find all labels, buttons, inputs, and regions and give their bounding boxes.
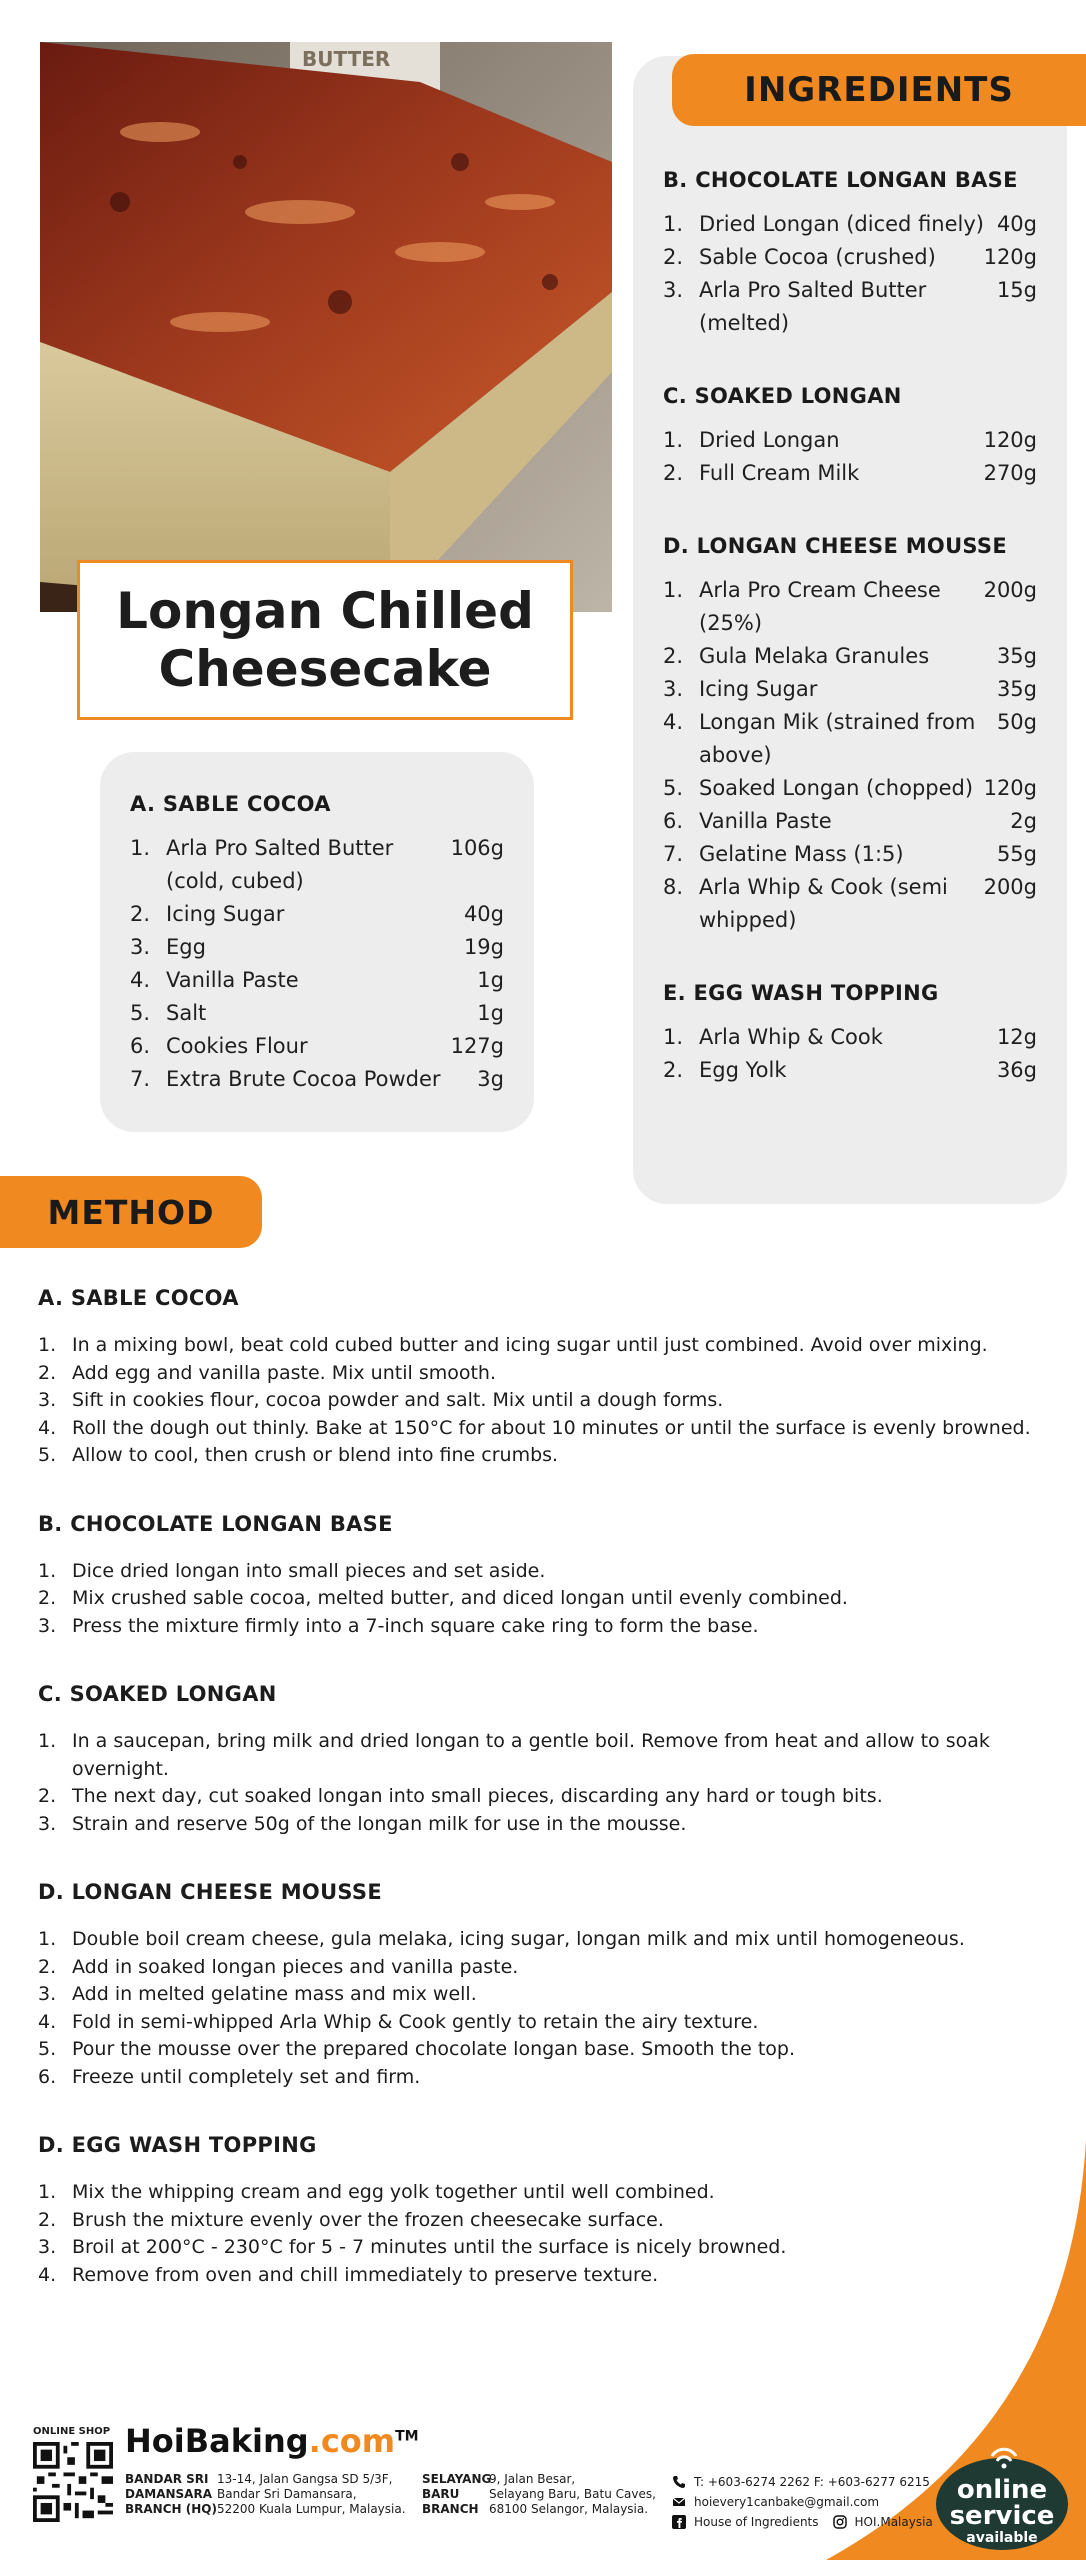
ingredient-group-heading: C. SOAKED LONGAN bbox=[663, 384, 902, 408]
cheesecake-image bbox=[40, 42, 612, 612]
brand-logo[interactable]: HoiBaking.com™ bbox=[125, 2422, 419, 2460]
method-step: 3. Add in melted gelatine mass and mix well. bbox=[38, 1983, 477, 2005]
method-steps bbox=[38, 1558, 1068, 1641]
recipe-title-card bbox=[77, 560, 573, 720]
method-group-heading: C. SOAKED LONGAN bbox=[38, 1682, 277, 1706]
method-group-c bbox=[38, 1682, 1068, 1838]
online-service-badge[interactable] bbox=[934, 2442, 1070, 2554]
ingredient-list bbox=[663, 208, 1037, 340]
instagram-icon[interactable] bbox=[833, 2515, 847, 2529]
ingredient-group-d bbox=[663, 534, 1037, 937]
ingredient-group-heading: A. SABLE COCOA bbox=[130, 792, 331, 816]
method-step: 3. Strain and reserve 50g of the longan milk for use in the mousse. bbox=[38, 1812, 687, 1835]
method-step: 1. In a mixing bowl, beat cold cubed butter and icing sugar until just combined. Avoid over mixing. bbox=[38, 1334, 988, 1356]
method-step: 3. Press the mixture firmly into a 7-inch square cake ring to form the base. bbox=[38, 1614, 759, 1637]
online-service-badge-graphic bbox=[934, 2442, 1070, 2554]
ingredient-item: 1. Arla Whip & Cook 12g bbox=[663, 1025, 1037, 1049]
method-group-b bbox=[38, 1512, 1068, 1641]
ingredient-item: 6. Vanilla Paste 2g bbox=[663, 809, 1037, 833]
ingredient-list bbox=[663, 424, 1037, 490]
ingredient-item: 8. Arla Whip & Cook (semi whipped) 200g bbox=[663, 875, 1037, 932]
ingredients-heading: INGREDIENTS bbox=[672, 54, 1086, 126]
ingredient-item: 4. Vanilla Paste 1g bbox=[130, 968, 504, 992]
ingredient-group-b bbox=[663, 168, 1037, 340]
method-steps bbox=[38, 1332, 1068, 1470]
method-step: 2. Add in soaked longan pieces and vanilla paste. bbox=[38, 1955, 519, 1978]
method-group-d bbox=[38, 1880, 1068, 2091]
ingredient-item: 2. Sable Cocoa (crushed) 120g bbox=[663, 245, 1037, 269]
branch-name: SELAYANG BARU BRANCH bbox=[422, 2472, 492, 2516]
method-step: 2. Brush the mixture evenly over the frozen cheesecake surface. bbox=[38, 2208, 664, 2231]
facebook-icon[interactable] bbox=[672, 2515, 686, 2529]
ingredient-item: 1. Dried Longan (diced finely) 40g bbox=[663, 212, 1037, 236]
ingredient-item: 5. Soaked Longan (chopped) 120g bbox=[663, 776, 1037, 800]
ingredient-item: 6. Cookies Flour 127g bbox=[130, 1034, 504, 1058]
ingredient-group-heading: B. CHOCOLATE LONGAN BASE bbox=[663, 168, 1018, 192]
wifi-icon bbox=[992, 2449, 1016, 2456]
ingredient-group-heading: D. LONGAN CHEESE MOUSSE bbox=[663, 534, 1007, 558]
method-step: 1. Double boil cream cheese, gula melaka, icing sugar, longan milk and mix until homogeneous. bbox=[38, 1928, 965, 1950]
method-step: 1. In a saucepan, bring milk and dried longan to a gentle boil. Remove from heat and allow to soak overnight. bbox=[38, 1730, 990, 1780]
email-icon bbox=[672, 2495, 686, 2509]
ingredient-list bbox=[130, 832, 504, 1096]
ingredient-item: 1. Arla Pro Cream Cheese (25%) 200g bbox=[663, 578, 1037, 635]
ingredient-item: 2. Gula Melaka Granules 35g bbox=[663, 644, 1037, 668]
ingredient-group-heading: E. EGG WASH TOPPING bbox=[663, 981, 939, 1005]
method-step: 5. Pour the mousse over the prepared chocolate longan base. Smooth the top. bbox=[38, 2038, 796, 2060]
method-step: 3. Sift in cookies flour, cocoa powder and salt. Mix until a dough forms. bbox=[38, 1389, 724, 1411]
recipe-title: Longan Chilled Cheesecake bbox=[116, 582, 534, 698]
method-step: 6. Freeze until completely set and firm. bbox=[38, 2065, 421, 2088]
ingredient-item: 2. Icing Sugar 40g bbox=[130, 902, 504, 926]
svg-text:online: online bbox=[956, 2475, 1048, 2505]
contact-info bbox=[672, 2472, 933, 2532]
email-row[interactable]: hoievery1canbake@gmail.com bbox=[672, 2492, 933, 2512]
ingredient-item: 3. Egg 19g bbox=[130, 935, 504, 959]
ingredient-group-c bbox=[663, 384, 1037, 490]
method-step: 3. Broil at 200°C - 230°C for 5 - 7 minutes until the surface is nicely browned. bbox=[38, 2236, 787, 2258]
online-shop-label: ONLINE SHOP bbox=[33, 2426, 111, 2437]
ingredient-item: 5. Salt 1g bbox=[130, 1001, 504, 1025]
ingredient-list bbox=[663, 574, 1037, 937]
method-step: 4. Roll the dough out thinly. Bake at 150°C for about 10 minutes or until the surface is evenly browned. bbox=[38, 1416, 1031, 1439]
method-step: 2. Mix crushed sable cocoa, melted butter, and diced longan until evenly combined. bbox=[38, 1587, 848, 1609]
qr-code-icon[interactable] bbox=[33, 2442, 113, 2522]
footer bbox=[0, 2420, 1086, 2560]
method-step: 2. Add egg and vanilla paste. Mix until smooth. bbox=[38, 1361, 497, 1384]
phone-icon bbox=[672, 2475, 686, 2489]
ingredients-panel bbox=[633, 56, 1067, 1204]
method-step: 2. The next day, cut soaked longan into small pieces, discarding any hard or tough bits. bbox=[38, 1785, 883, 1807]
method-steps bbox=[38, 1926, 1068, 2091]
ingredient-item: 1. Dried Longan 120g bbox=[663, 428, 1037, 452]
method-group-heading: D. LONGAN CHEESE MOUSSE bbox=[38, 1880, 382, 1904]
method-step: 4. Fold in semi-whipped Arla Whip & Cook gently to retain the airy texture. bbox=[38, 2010, 759, 2033]
branch-address: 13-14, Jalan Gangsa SD 5/3F, Bandar Sri Damansara, 52200 Kuala Lumpur, Malaysia. bbox=[217, 2472, 406, 2516]
hero-photo bbox=[40, 42, 612, 612]
ingredient-list bbox=[663, 1021, 1037, 1087]
method-group-heading: B. CHOCOLATE LONGAN BASE bbox=[38, 1511, 393, 1536]
ingredient-item: 2. Full Cream Milk 270g bbox=[663, 461, 1037, 485]
ingredient-item: 3. Arla Pro Salted Butter (melted) 15g bbox=[663, 278, 1037, 335]
ingredient-item: 3. Icing Sugar 35g bbox=[663, 677, 1037, 701]
ingredient-item: 7. Gelatine Mass (1:5) 55g bbox=[663, 842, 1037, 866]
method-group-heading: A. SABLE COCOA bbox=[38, 1286, 239, 1310]
ingredient-group-e bbox=[663, 981, 1037, 1087]
method-group-a bbox=[38, 1286, 1068, 1470]
method-step: 1. Mix the whipping cream and egg yolk together until well combined. bbox=[38, 2181, 715, 2203]
svg-text:service: service bbox=[949, 2501, 1055, 2531]
method-step: 1. Dice dried longan into small pieces and set aside. bbox=[38, 1559, 546, 1582]
social-row: House of Ingredients HOI.Malaysia bbox=[672, 2512, 933, 2532]
phone-row: T: +603-6274 2262 F: +603-6277 6215 bbox=[672, 2472, 933, 2492]
branch-name: BANDAR SRI DAMANSARA BRANCH (HQ) bbox=[125, 2472, 217, 2516]
method-group-heading: D. EGG WASH TOPPING bbox=[38, 2133, 317, 2157]
svg-text:available: available bbox=[966, 2530, 1038, 2546]
method-heading: METHOD bbox=[0, 1176, 262, 1248]
ingredient-item: 2. Egg Yolk 36g bbox=[663, 1058, 1037, 1082]
svg-text:BUTTER: BUTTER bbox=[302, 47, 391, 71]
ingredient-group-a bbox=[100, 752, 534, 1132]
ingredient-item: 7. Extra Brute Cocoa Powder 3g bbox=[130, 1067, 504, 1091]
branch-address: 9, Jalan Besar, Selayang Baru, Batu Caves, 68100 Selangor, Malaysia. bbox=[489, 2472, 656, 2516]
method-step: 4. Remove from oven and chill immediately to preserve texture. bbox=[38, 2263, 659, 2286]
method-steps bbox=[38, 1728, 1068, 1838]
method-step: 5. Allow to cool, then crush or blend into fine crumbs. bbox=[38, 1444, 559, 1466]
ingredient-item: 1. Arla Pro Salted Butter (cold, cubed) 106g bbox=[130, 836, 504, 893]
ingredient-item: 4. Longan Mik (strained from above) 50g bbox=[663, 710, 1037, 767]
